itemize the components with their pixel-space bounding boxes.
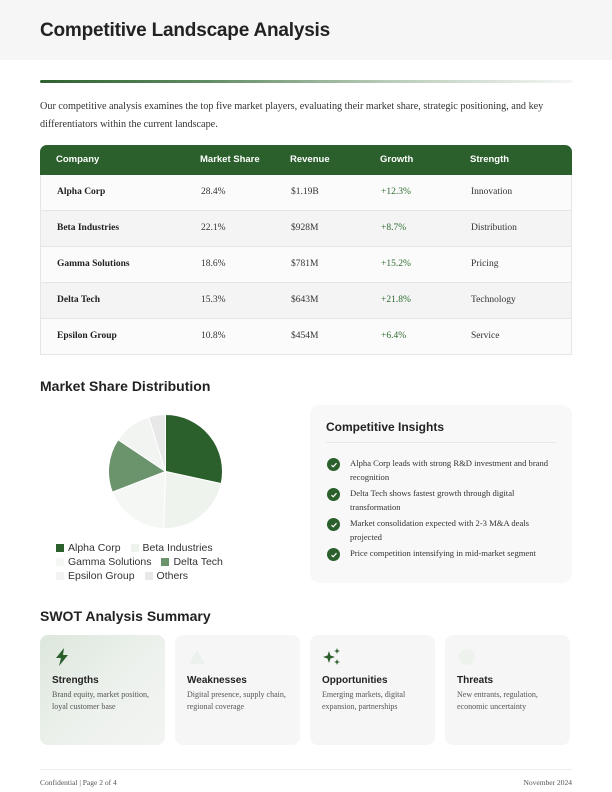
header-revenue: Revenue: [290, 154, 330, 165]
cell-revenue: $643M: [291, 295, 319, 305]
cell-share: 10.8%: [201, 331, 226, 341]
cell-share: 22.1%: [201, 223, 226, 233]
legend-item: Others: [145, 570, 189, 582]
swot-card-opportunities: Opportunities Emerging markets, digital expansion, partnerships: [310, 635, 435, 745]
cell-strength: Pricing: [471, 259, 499, 269]
legend-item: Delta Tech: [161, 556, 222, 568]
page-header: [0, 0, 612, 60]
cell-growth: +8.7%: [381, 223, 407, 233]
header-company: Company: [56, 154, 100, 165]
header-market-share: Market Share: [200, 154, 260, 165]
insights-title: Competitive Insights: [326, 420, 445, 434]
cell-growth: +21.8%: [381, 295, 411, 305]
cell-strength: Innovation: [471, 187, 513, 197]
swot-card-weaknesses: Weaknesses Digital presence, supply chain, regional coverage: [175, 635, 300, 745]
legend-item: Beta Industries: [131, 542, 213, 554]
cell-share: 28.4%: [201, 187, 226, 197]
competitive-insights-card: [310, 405, 572, 583]
cell-strength: Distribution: [471, 223, 517, 233]
accent-divider: [40, 80, 572, 83]
circle-icon: [457, 647, 477, 667]
cell-company: Delta Tech: [57, 295, 101, 305]
table-row: [40, 211, 572, 247]
footer-page-info: Confidential | Page 2 of 4: [40, 778, 117, 787]
cell-revenue: $1.19B: [291, 187, 319, 197]
lightning-icon: [52, 647, 72, 667]
cell-share: 15.3%: [201, 295, 226, 305]
cell-company: Epsilon Group: [57, 331, 117, 341]
intro-paragraph: Our competitive analysis examines the top five market players, evaluating their market share, strategic positioning, and key differentiators within the current landscape.: [40, 101, 544, 130]
competitor-table: [40, 145, 572, 355]
header-strength: Strength: [470, 154, 510, 165]
page-title: Competitive Landscape Analysis: [40, 20, 331, 41]
header-growth: Growth: [380, 154, 414, 165]
table-row: [40, 319, 572, 355]
market-share-title: Market Share Distribution: [40, 378, 211, 394]
table-row: [40, 247, 572, 283]
triangle-icon: [187, 647, 207, 667]
cell-revenue: $781M: [291, 259, 319, 269]
footer-divider: [40, 769, 572, 770]
legend-item: Alpha Corp: [56, 542, 121, 554]
legend-item: Epsilon Group: [56, 570, 135, 582]
check-icon: [327, 458, 340, 471]
cell-strength: Technology: [471, 295, 516, 305]
swot-title: SWOT Analysis Summary: [40, 608, 211, 624]
cell-growth: +6.4%: [381, 331, 407, 341]
insight-item: Delta Tech shows fastest growth through digital transformation: [326, 486, 561, 514]
table-header: [40, 145, 572, 175]
cell-strength: Service: [471, 331, 500, 341]
swot-card-strengths: Strengths Brand equity, market position, loyal customer base: [40, 635, 165, 745]
cell-growth: +15.2%: [381, 259, 411, 269]
check-icon: [327, 548, 340, 561]
cell-share: 18.6%: [201, 259, 226, 269]
table-row: [40, 175, 572, 211]
check-icon: [327, 518, 340, 531]
cell-growth: +12.3%: [381, 187, 411, 197]
insight-item: Price competition intensifying in mid-market segment: [326, 546, 561, 560]
cell-company: Gamma Solutions: [57, 259, 130, 269]
market-share-pie-chart: [108, 414, 223, 529]
swot-card-threats: Threats New entrants, regulation, economic uncertainty: [445, 635, 570, 745]
pie-legend: [56, 541, 276, 583]
cell-revenue: $454M: [291, 331, 319, 341]
cell-company: Beta Industries: [57, 223, 120, 233]
check-icon: [327, 488, 340, 501]
legend-item: Gamma Solutions: [56, 556, 151, 568]
insight-item: Market consolidation expected with 2-3 M&A deals projected: [326, 516, 561, 544]
footer-date: November 2024: [523, 778, 572, 787]
sparkles-icon: [322, 647, 342, 667]
insight-item: Alpha Corp leads with strong R&D investment and brand recognition: [326, 456, 561, 484]
cell-revenue: $928M: [291, 223, 319, 233]
cell-company: Alpha Corp: [57, 187, 106, 197]
table-row: [40, 283, 572, 319]
insights-divider: [326, 442, 556, 443]
insights-list: [326, 456, 561, 562]
